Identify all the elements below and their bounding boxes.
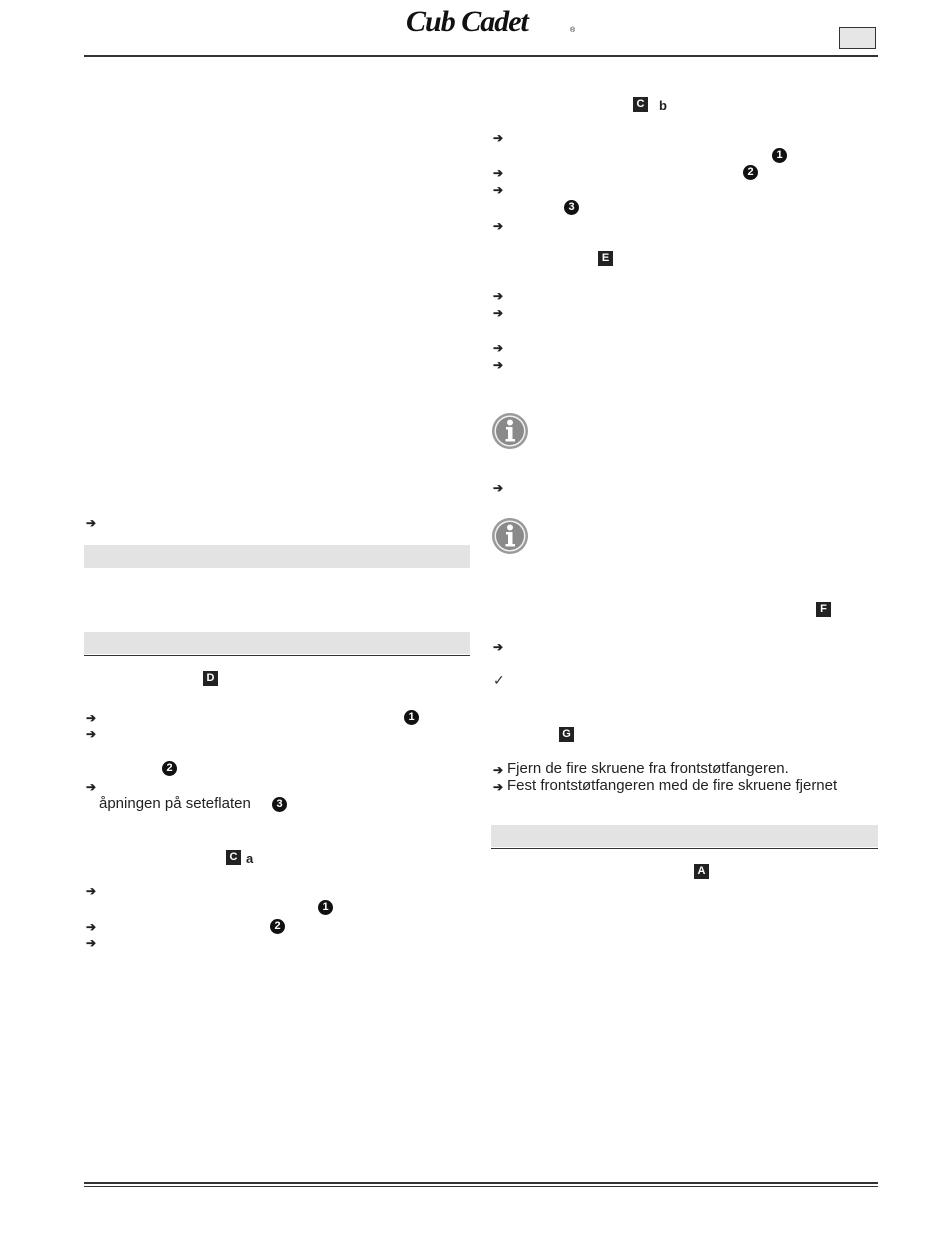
arrow-right-icon: ➔ xyxy=(86,516,97,530)
check-icon: ✓ xyxy=(493,672,505,688)
callout-3-icon: 3 xyxy=(564,200,579,215)
arrow-right-icon: ➔ xyxy=(86,727,97,741)
arrow-right-icon: ➔ xyxy=(86,780,97,794)
callout-2-icon: 2 xyxy=(743,165,758,180)
figure-ref-f: F xyxy=(816,602,831,617)
info-icon xyxy=(491,412,529,450)
arrow-right-icon: ➔ xyxy=(493,183,504,197)
callout-1-icon: 1 xyxy=(772,148,787,163)
figure-ref-c-suffix: b xyxy=(659,98,667,113)
arrow-right-icon: ➔ xyxy=(493,166,504,180)
figure-ref-a: A xyxy=(694,864,709,879)
arrow-right-icon: ➔ xyxy=(86,884,97,898)
arrow-right-icon: ➔ xyxy=(493,640,504,654)
arrow-right-icon: ➔ xyxy=(86,920,97,934)
arrow-right-icon: ➔ xyxy=(493,219,504,233)
header-rule xyxy=(84,55,878,57)
footer-rule xyxy=(84,1182,878,1184)
callout-3-icon: 3 xyxy=(272,797,287,812)
arrow-right-icon: ➔ xyxy=(493,306,504,320)
callout-2-icon: 2 xyxy=(270,919,285,934)
arrow-right-icon: ➔ xyxy=(493,358,504,372)
brand-logo-text: Cub Cadet xyxy=(406,5,528,38)
arrow-right-icon: ➔ xyxy=(493,131,504,145)
arrow-right-icon: ➔ xyxy=(493,481,504,495)
figure-ref-d: D xyxy=(203,671,218,686)
footer-rule-thin xyxy=(84,1186,878,1187)
figure-ref-c: C xyxy=(633,97,648,112)
figure-ref-c: C xyxy=(226,850,241,865)
callout-1-icon: 1 xyxy=(404,710,419,725)
info-icon xyxy=(491,517,529,555)
arrow-right-icon: ➔ xyxy=(493,780,504,794)
figure-ref-c-suffix: a xyxy=(246,851,254,866)
arrow-right-icon: ➔ xyxy=(493,763,504,777)
callout-2-icon: 2 xyxy=(162,761,177,776)
section-heading-bar xyxy=(84,632,470,654)
section-heading-bar xyxy=(84,545,470,568)
section-heading-bar xyxy=(491,825,878,847)
figure-ref-g: G xyxy=(559,727,574,742)
section-heading-rule xyxy=(84,655,470,656)
step-remove-screws: Fjern de fire skruene fra frontstøtfangeren. xyxy=(507,760,789,777)
step-fasten-bumper: Fest frontstøtfangeren med de fire skruene fjernet xyxy=(507,777,838,794)
callout-1-icon: 1 xyxy=(318,900,333,915)
arrow-right-icon: ➔ xyxy=(493,289,504,303)
arrow-right-icon: ➔ xyxy=(493,341,504,355)
seat-opening-text: åpningen på seteflaten xyxy=(99,795,251,812)
registered-mark: ® xyxy=(570,27,576,34)
cub-cadet-logo xyxy=(404,4,576,38)
figure-ref-e: E xyxy=(598,251,613,266)
language-tab-box xyxy=(839,27,876,49)
arrow-right-icon: ➔ xyxy=(86,936,97,950)
arrow-right-icon: ➔ xyxy=(86,711,97,725)
section-heading-rule xyxy=(491,848,878,849)
